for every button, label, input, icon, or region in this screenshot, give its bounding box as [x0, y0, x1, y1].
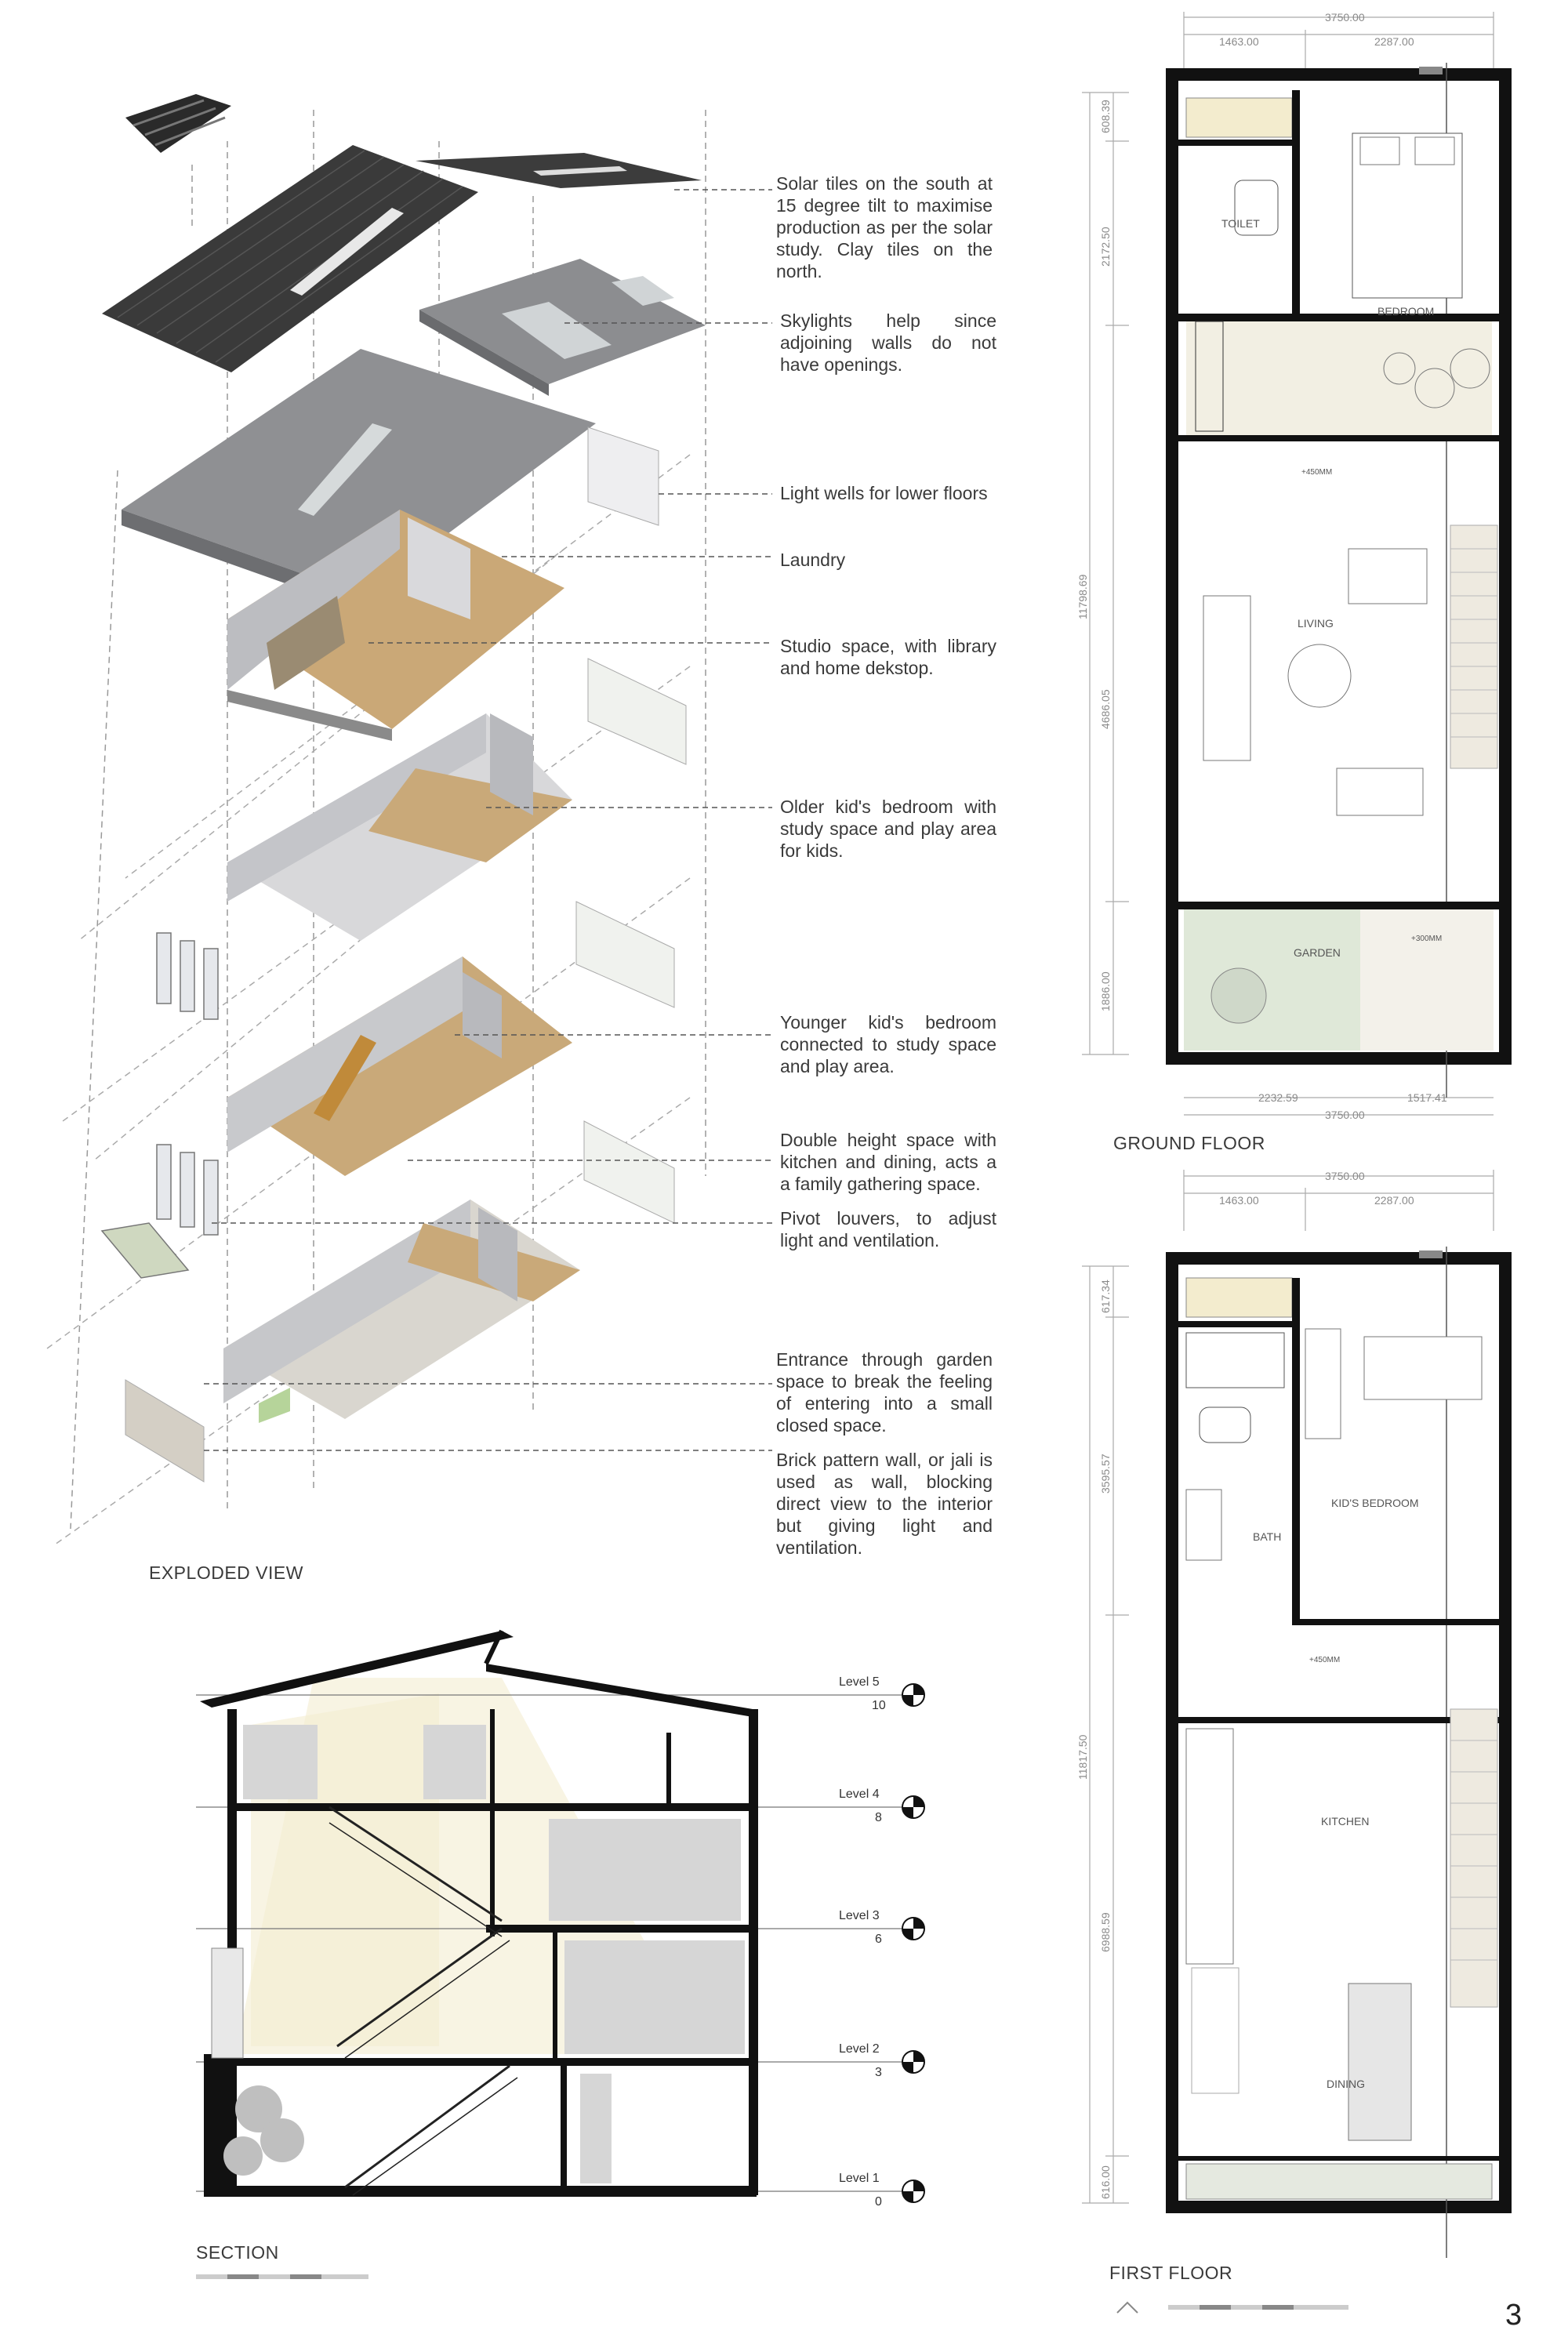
note-light-wells: Light wells for lower floors	[780, 483, 988, 503]
level-2-value: 3	[875, 2066, 882, 2079]
level-markers	[902, 1684, 924, 2202]
gf-dim-side-total: 11798.69	[1076, 574, 1089, 619]
gf-dim-side-b: 2172.50	[1099, 227, 1112, 267]
ff-level-450: +450MM	[1309, 1656, 1341, 1664]
ff-room-kids-bedroom: KID'S BEDROOM	[1331, 1497, 1419, 1509]
note-brick-wall: Brick pattern wall, or jali is used as wall, blocking direct view to the interior but giving light and ventilation.	[776, 1450, 993, 1558]
gf-room-living: LIVING	[1298, 617, 1334, 630]
note-pivot-louvers: Pivot louvers, to adjust light and ventilation.	[780, 1208, 996, 1250]
ff-dim-top-right: 2287.00	[1374, 1194, 1414, 1207]
level-1-label: Level 1	[839, 2172, 880, 2185]
ff-dim-side-d: 616.00	[1099, 2165, 1112, 2199]
note-skylights: Skylights help since adjoining walls do not have openings.	[780, 310, 996, 375]
ground-floor-plan	[1076, 0, 1568, 1129]
leader-lines	[0, 0, 784, 1568]
ff-room-dining: DINING	[1327, 2078, 1365, 2090]
note-entrance: Entrance through garden space to break the feeling of entering into a small closed space.	[776, 1349, 993, 1436]
level-5-label: Level 5	[839, 1675, 880, 1689]
gf-dim-top-right: 2287.00	[1374, 35, 1414, 48]
ff-dim-top-left: 1463.00	[1219, 1194, 1259, 1207]
gf-level-450: +450MM	[1301, 468, 1333, 477]
ff-room-kitchen: KITCHEN	[1321, 1815, 1370, 1828]
gf-dim-side-a: 608.39	[1099, 100, 1112, 133]
note-older-kid: Older kid's bedroom with study space and play area for kids.	[780, 797, 996, 861]
section-scale-bar	[196, 2268, 384, 2292]
gf-dim-top-total: 3750.00	[1325, 11, 1365, 24]
level-5-value: 10	[872, 1699, 886, 1712]
level-2-label: Level 2	[839, 2042, 880, 2056]
page-number: 3	[1505, 2299, 1523, 2332]
gf-level-300: +300MM	[1411, 935, 1443, 943]
gf-dim-bottom-right: 1517.41	[1407, 1091, 1447, 1104]
ff-room-bath: BATH	[1253, 1530, 1282, 1543]
gf-dim-bottom-total: 3750.00	[1325, 1109, 1365, 1121]
level-4-value: 8	[875, 1811, 882, 1824]
section-title: SECTION	[196, 2242, 279, 2263]
note-solar-tiles: Solar tiles on the south at 15 degree tilt to maximise production as per the solar study. Clay tiles on the north.	[776, 173, 993, 281]
section-drawing	[0, 1607, 886, 2234]
level-3-value: 6	[875, 1933, 882, 1946]
first-floor-title: FIRST FLOOR	[1109, 2263, 1233, 2283]
ff-dim-side-b: 3595.57	[1099, 1454, 1112, 1494]
gf-dim-side-c: 4686.05	[1099, 689, 1112, 729]
note-studio: Studio space, with library and home dekstop.	[780, 636, 996, 678]
gf-room-bedroom: BEDROOM	[1377, 305, 1435, 318]
first-floor-plan	[1076, 1160, 1568, 2258]
level-4-label: Level 4	[839, 1788, 880, 1801]
gf-room-garden: GARDEN	[1294, 946, 1341, 959]
gf-dim-top-left: 1463.00	[1219, 35, 1259, 48]
ff-dim-side-a: 617.34	[1099, 1279, 1112, 1313]
ground-floor-title: GROUND FLOOR	[1113, 1133, 1265, 1153]
ff-dim-side-total: 11817.50	[1076, 1734, 1089, 1780]
gf-room-toilet: TOILET	[1221, 217, 1260, 230]
gf-dim-side-d: 1886.00	[1099, 971, 1112, 1011]
level-3-label: Level 3	[839, 1909, 880, 1922]
note-younger-kid: Younger kid's bedroom connected to study space and play area.	[780, 1012, 996, 1076]
ff-dim-top-total: 3750.00	[1325, 1170, 1365, 1182]
first-floor-scale-bar	[1113, 2291, 1364, 2322]
level-1-value: 0	[875, 2195, 882, 2209]
gf-dim-bottom-left: 2232.59	[1258, 1091, 1298, 1104]
note-double-height: Double height space with kitchen and dining, acts a a family gathering space.	[780, 1130, 996, 1194]
exploded-view-title: EXPLODED VIEW	[149, 1563, 303, 1583]
ff-dim-side-c: 6988.59	[1099, 1912, 1112, 1952]
note-laundry: Laundry	[780, 550, 846, 570]
